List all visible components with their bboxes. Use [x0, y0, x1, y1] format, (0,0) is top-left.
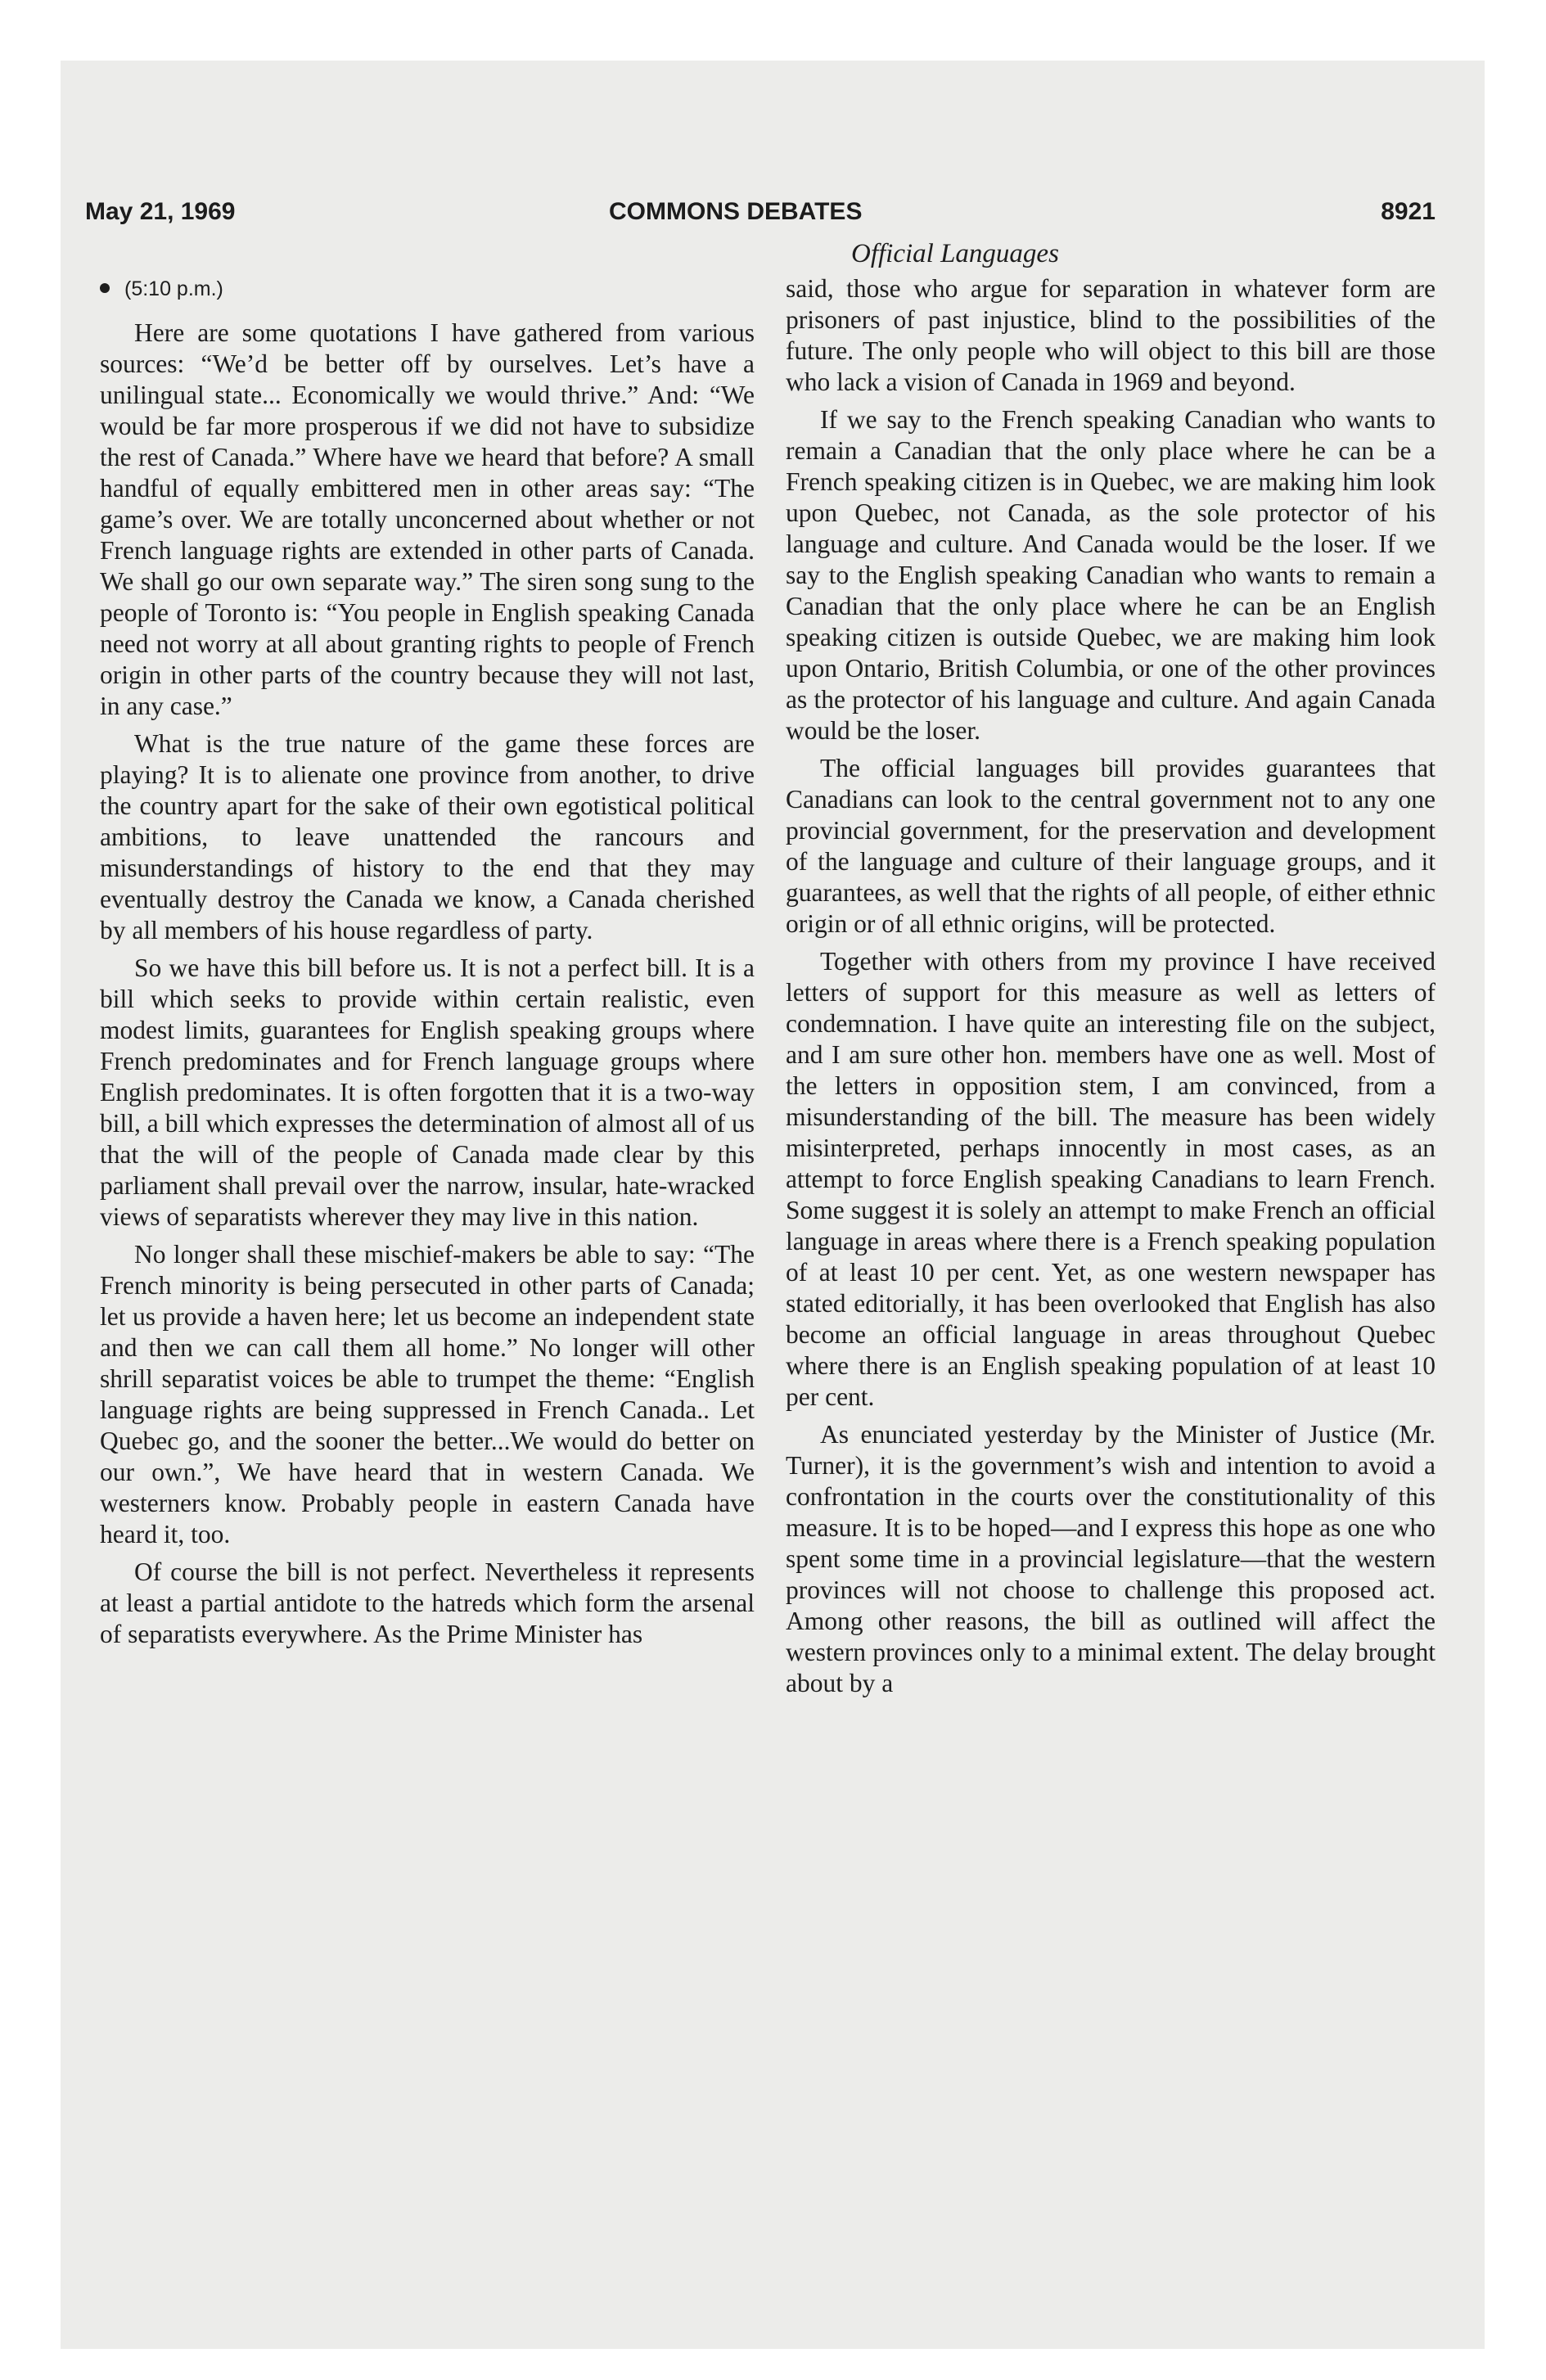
- paragraph: If we say to the French speaking Canadian who wants to remain a Canadian that the only place where he can be a French speaking citizen is in Quebec, we are making him look upon Quebec, not Canada, as the sole protector of his language and culture. And Canada would be the loser. If we say to the English speaking Canadian who wants to remain a Canadian that the only place where he can be an English speaking citizen is outside Quebec, we are making him look upon Ontario, British Columbia, or one of the other provinces as the protector of his language and culture. And again Canada would be the loser.: [786, 405, 1436, 745]
- paragraph: So we have this bill before us. It is not a perfect bill. It is a bill which seeks to provide within certain realistic, even modest limits, guarantees for English speaking groups where French predominates and for French language groups where English predominates. It is often forgotten that it is a two-way bill, a bill which expresses the determination of almost all of us that the will of the people of Canada made clear by this parliament shall prevail over the narrow, insular, hate-wracked views of separatists wherever they may live in this nation.: [100, 953, 755, 1231]
- paragraph: As enunciated yesterday by the Minister of Justice (Mr. Turner), it is the government’s wish and intention to avoid a confrontation in the courts over the constitutionality of this measure. It is to be hoped—and I express this hope as one who spent some time in a provincial legislature—that the western provinces will not choose to challenge this proposed act. Among other reasons, the bill as outlined will affect the western provinces only to a minimal extent. The delay brought about by a: [786, 1420, 1436, 1697]
- paragraph: Of course the bill is not perfect. Nevertheless it represents at least a partial antidote to the hatreds which form the arsenal of separatists everywhere. As the Prime Minister has: [100, 1557, 755, 1648]
- header-page-number: 8921: [1381, 198, 1436, 225]
- paragraph: No longer shall these mischief-makers be able to say: “The French minority is being persecuted in other parts of Canada; let us provide a haven here; let us become an independent state and then we can call them all home.” No longer will other shrill separatist voices be able to trumpet the theme: “English language rights are being suppressed in French Canada.. Let Quebec go, and the sooner the better...We would do better on our own.”, We have heard that in western Canada. We westerners know. Probably people in eastern Canada have heard it, too.: [100, 1240, 755, 1548]
- time-stamp-text: (5:10 p.m.): [124, 277, 223, 300]
- paragraph: Here are some quotations I have gathered from various sources: “We’d be better off by ourselves. Let’s have a unilingual state... Economically we would thrive.” And: “We would be far more prosperous if we did not have to subsidize the rest of Canada.” Where have we heard that before? A small handful of equally embittered men in other areas say: “The game’s over. We are totally unconcerned about whether or not French language rights are extended in other parts of Canada. We shall go our own separate way.” The siren song sung to the people of Toronto is: “You people in English speaking Canada need not worry at all about granting rights to people of French origin in other parts of the country because they will not last, in any case.”: [100, 318, 755, 720]
- header-date: May 21, 1969: [85, 198, 236, 225]
- section-title: Official Languages: [851, 239, 1059, 268]
- paragraph: The official languages bill provides guarantees that Canadians can look to the central government not to any one provincial government, for the preservation and development of the language and culture of their language groups, and it guarantees, as well that the rights of all people, of either ethnic origin or of all ethnic origins, will be protected.: [786, 754, 1436, 938]
- left-column: [100, 273, 755, 1657]
- paragraph-continuation: said, those who argue for separation in whatever form are prisoners of past injustice, blind to the possibilities of the future. The only people who will object to this bill are those who lack a vision of Canada in 1969 and beyond.: [786, 274, 1436, 396]
- header-publication: COMMONS DEBATES: [609, 198, 863, 225]
- paragraph: What is the true nature of the game these forces are playing? It is to alienate one province from another, to drive the country apart for the sake of their own egotistical political ambitions, to leave unattended the rancours and misunderstandings of history to the end that they may eventually destroy the Canada we know, a Canada cherished by all members of his house regardless of party.: [100, 729, 755, 944]
- right-column: [786, 273, 1436, 1706]
- paragraph: Together with others from my province I have received letters of support for this measure as well as letters of condemnation. I have quite an interesting file on the subject, and I am sure other hon. members have one as well. Most of the letters in opposition stem, I am convinced, from a misunderstanding of the bill. The measure has been widely misinterpreted, perhaps innocently in most cases, as an attempt to force English speaking Canadians to learn French. Some suggest it is solely an attempt to make French an official language in areas where there is a French speaking population of at least 10 per cent. Yet, as one western newspaper has stated editorially, it has been overlooked that English has also become an official language in areas throughout Quebec where there is an English speaking population of at least 10 per cent.: [786, 947, 1436, 1411]
- time-stamp: [100, 273, 755, 304]
- running-head: [85, 198, 1436, 237]
- bullet-icon: [100, 283, 110, 293]
